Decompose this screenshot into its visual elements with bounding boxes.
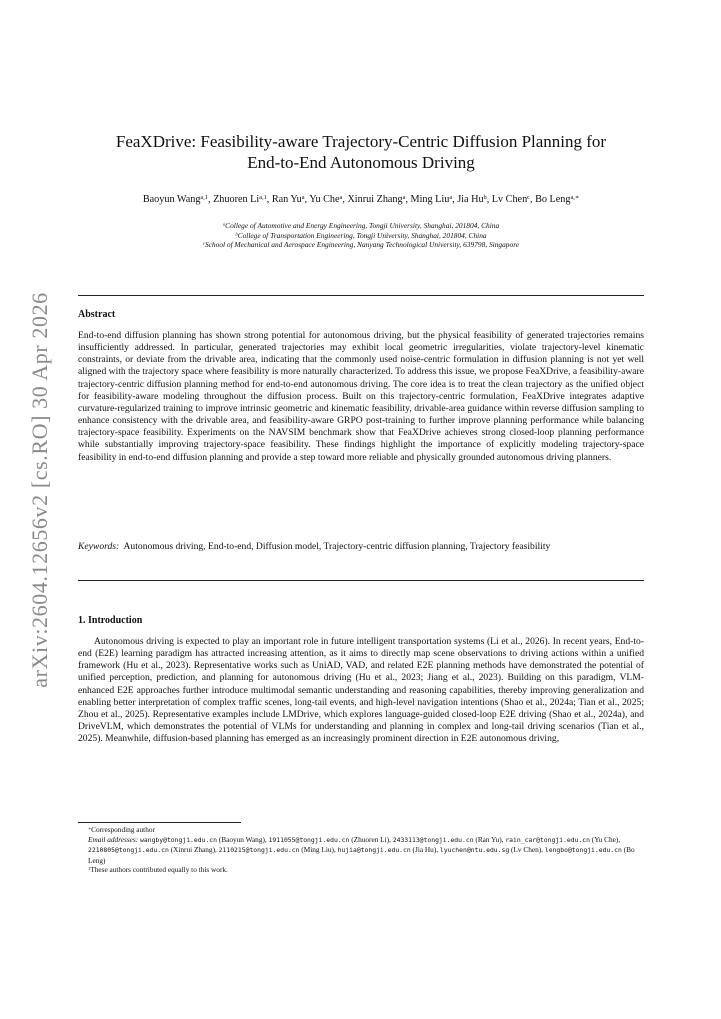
keywords [78, 541, 644, 553]
email-owner: (Ran Yu) [473, 834, 502, 844]
email-address[interactable]: 2433113@tongji.edu.cn [392, 835, 474, 844]
corresponding-mark: ∗ [88, 825, 92, 831]
introduction-body: Autonomous driving is expected to play an important role in future intelligent transportation systems (Li et al., 2026). In recent years, End-to-end (E2E) learning paradigm has attracted increasing attention, as it aims to directly map scene observations to driving actions within a unified framework (Hu et al., 2023). Representative works such as UniAD, VAD, and related E2E planning methods have demonstrated the potential of unified perception, prediction, and planning for autonomous driving (Hu et al., 2023; Jiang et al., 2023). Building on this paradigm, VLM-enhanced E2E approaches further introduce multimodal semantic understanding and reasoning capabilities, thereby improving generalization and enabling better interpretation of complex traffic scenes, long-tail events, and high-level navigation intentions (Shao et al., 2024a; Tian et al., 2025; Zhou et al., 2025). Representative examples include LMDrive, which explores language-guided closed-loop E2E driving (Shao et al., 2024a), and DriveVLM, which demonstrates the potential of VLMs for understanding and planning in complex and long-tail driving scenarios (Tian et al., 2025). Meanwhile, diffusion-based planning has emerged as an increasingly prominent direction in E2E autonomous driving, [78, 636, 644, 745]
introduction-heading: 1. Introduction [78, 615, 143, 626]
affiliation-text: College of Transportation Engineering, Tongji University, Shanghai, 201804, China [237, 230, 487, 240]
email-owner: (Bo Leng) [88, 845, 635, 865]
email-owner: (Yu Che) [589, 834, 619, 844]
equal-mark: 1 [88, 866, 91, 872]
affiliation [78, 221, 644, 231]
author-affiliation-mark: a [449, 193, 453, 201]
email-address[interactable]: 1911055@tongji.edu.cn [268, 835, 350, 844]
author-affiliation-mark: a [402, 193, 406, 201]
author-name: Lv Chen [491, 194, 528, 205]
author-name: Ran Yu [271, 194, 302, 205]
author-list: Baoyun Wang$^{a,1}$, Zhuoren Li$^{a,1}$, Ran Yu$^a$, Yu Che$^a$, Xinrui Zhang$^a$, Ming Liu$^a$, Jia Hu$^b$, Lv Chen$^c$, Bo Leng$^{a,∗}$ [142, 193, 580, 205]
affiliation-mark: b [235, 231, 238, 237]
author-name: Jia Hu [457, 194, 484, 205]
affiliation-mark: a [222, 221, 226, 227]
corresponding-text: Corresponding author [91, 825, 155, 834]
footnote-equal-contribution [78, 865, 644, 875]
footnote-emails: Email addresses: wangby@tongji.edu.cn (Baoyun Wang), 1911055@tongji.edu.cn (Zhuoren Li), 2433113@tongji.edu.cn (Ran Yu), rain_car@tongji.edu.cn (Yu Che), 2210805@tongji.edu.cn (Xinrui Zhang), 2110215@tongji.edu.cn (Ming Liu), hujia@tongji.edu.cn (Jia Hu), lyuchen@ntu.edu.sg (Lv Chen), lengbo@tongji.edu.cn (Bo Leng) [88, 834, 635, 865]
author-affiliation-mark: a,1 [200, 193, 208, 201]
abstract-body: End-to-end diffusion planning has shown strong potential for autonomous driving, but the physical feasibility of generated trajectories remains insufficiently addressed. In particular, generated trajectories may exhibit local geometric irregularities, violate trajectory-level kinematic constraints, or deviate from the drivable area, indicating that the commonly used noise-centric formulation in diffusion planning is not yet well aligned with the trajectory space where feasibility is more naturally characterized. To address this issue, we propose FeaXDrive, a feasibility-aware trajectory-centric diffusion planning method for end-to-end autonomous driving. The core idea is to treat the clean trajectory as the unified object for feasibility-aware modeling throughout the diffusion process. Built on this trajectory-centric formulation, FeaXDrive integrates adaptive curvature-regularized training to improve intrinsic geometric and kinematic feasibility, drivable-area guidance within reverse diffusion sampling to enhance consistency with the drivable area, and feasibility-aware GRPO post-training to further improve planning performance while balancing trajectory-space feasibility. Experiments on the NAVSIM benchmark show that FeaXDrive achieves strong closed-loop planning performance while substantially improving trajectory-space feasibility. These findings highlight the importance of explicitly modeling trajectory-space feasibility in end-to-end diffusion planning and provide a step toward more reliable and physically grounded autonomous driving planners. [78, 330, 644, 463]
author-name: Bo Leng [535, 194, 571, 205]
author-affiliation-mark: b [483, 193, 487, 201]
email-label: Email addresses: [88, 834, 139, 844]
email-owner: (Ming Liu) [299, 845, 334, 855]
author-name: Yu Che [309, 194, 340, 205]
keywords-label: Keywords: [78, 541, 120, 552]
email-owner: (Jia Hu) [410, 845, 437, 855]
email-address[interactable]: wangby@tongji.edu.cn [140, 835, 217, 844]
abstract-heading: Abstract [78, 309, 116, 320]
footnote-rule [78, 822, 241, 823]
equal-text: These authors contributed equally to this work. [90, 865, 228, 875]
author-name: Ming Liu [410, 194, 450, 205]
email-address[interactable]: lyuchen@ntu.edu.sg [439, 846, 510, 855]
affiliation [78, 240, 644, 250]
email-owner: (Zhuoren Li) [349, 834, 390, 844]
email-address[interactable]: 2210805@tongji.edu.cn [88, 846, 169, 855]
author-name: Baoyun Wang [142, 194, 201, 205]
abstract-bottom-rule [78, 580, 644, 581]
footnotes [78, 825, 644, 875]
affiliation-text: School of Mechanical and Aerospace Engineering, Nanyang Technological University, 639798, Singapore [204, 240, 520, 250]
email-owner: (Baoyun Wang) [216, 834, 265, 844]
author-name: Zhuoren Li [213, 194, 260, 205]
affiliation-list [78, 221, 644, 250]
title-line-1: FeaXDrive: Feasibility-aware Trajectory-Centric Diffusion Planning for [115, 132, 607, 151]
email-owner: (Lv Chen) [509, 845, 542, 855]
email-owner: (Xinrui Zhang) [168, 845, 216, 855]
affiliation-text: College of Automotive and Energy Engineering, Tongji University, Shanghai, 201804, China [225, 221, 500, 230]
keywords-text: Autonomous driving, End-to-end, Diffusion model, Trajectory-centric diffusion planning, Trajectory feasibility [123, 541, 551, 552]
email-address[interactable]: rain_car@tongji.edu.cn [505, 835, 590, 844]
author-affiliation-mark: a [339, 193, 343, 201]
author-affiliation-mark: c [527, 193, 530, 201]
footnote-corresponding [78, 825, 644, 835]
author-affiliation-mark: a [301, 193, 305, 201]
affiliation [78, 231, 644, 241]
email-address[interactable]: lengbo@tongji.edu.cn [544, 846, 622, 855]
paper-title [78, 131, 644, 173]
author-affiliation-mark: a,1 [259, 193, 267, 201]
arxiv-identifier: arXiv:2604.12656v2 [cs.RO] 30 Apr 2026 [27, 292, 52, 688]
affiliation-mark: c [202, 240, 205, 246]
title-line-2: End-to-End Autonomous Driving [247, 153, 475, 172]
email-address[interactable]: hujia@tongji.edu.cn [337, 846, 411, 855]
abstract-top-rule [78, 295, 644, 296]
author-name: Xinrui Zhang [347, 194, 403, 205]
email-address[interactable]: 2110215@tongji.edu.cn [218, 846, 300, 855]
arxiv-side-stamp [20, 292, 60, 688]
author-affiliation-mark: a,∗ [570, 193, 580, 201]
